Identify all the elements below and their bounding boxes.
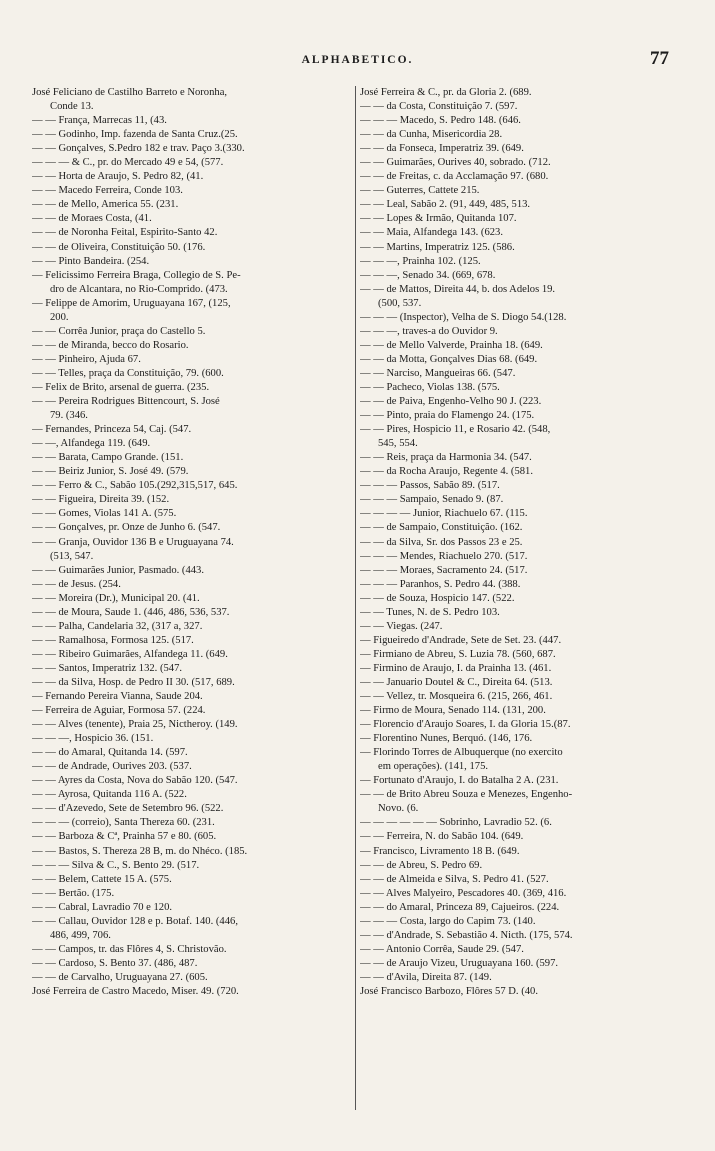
directory-entry-line: — — Januario Doutel & C., Direita 64. (513.: [360, 676, 553, 688]
directory-entry-line: — — — Moraes, Sacramento 24. (517.: [360, 564, 528, 576]
directory-entry-line: — — Callau, Ouvidor 128 e p. Botaf. 140. (446,: [32, 915, 238, 927]
directory-entry-line: — — — Sampaio, Senado 9. (87.: [360, 494, 504, 506]
directory-entry-line: — — Barboza & Cª, Prainha 57 e 80. (605.: [32, 831, 217, 843]
directory-entry-line: (500, 537.: [378, 297, 422, 309]
directory-entry-line: — — da Fonseca, Imperatriz 39. (649.: [360, 143, 524, 155]
directory-entry-line: — — de Miranda, becco do Rosario.: [32, 339, 189, 351]
directory-entry-line: — Figueiredo d'Andrade, Sete de Set. 23. (447.: [360, 634, 562, 646]
directory-entry-line: — — Guimarães Junior, Pasmado. (443.: [32, 564, 204, 576]
directory-entry-line: — — Guimarães, Ourives 40, sobrado. (712.: [360, 157, 551, 169]
directory-entry-line: — Fortunato d'Araujo, I. do Batalha 2 A. (231.: [360, 775, 559, 787]
directory-entry-line: José Ferreira & C., pr. da Gloria 2. (689.: [360, 87, 532, 98]
directory-entry-line: — — Campos, tr. das Flôres 4, S. Christovão.: [32, 943, 227, 955]
directory-entry-line: — — de Abreu, S. Pedro 69.: [360, 859, 483, 871]
directory-entry-line: — — de Mello Valverde, Prainha 18. (649.: [360, 339, 543, 351]
directory-entry-line: — — Ferro & C., Sabão 105.(292,315,517, 645.: [32, 480, 238, 492]
column-divider: [355, 86, 356, 1110]
directory-entry-line: — — Maia, Alfandega 143. (623.: [360, 227, 503, 239]
directory-entry-line: — — Viegas. (247.: [360, 620, 443, 632]
directory-entry-line: — — Vellez, tr. Mosqueira 6. (215, 266, 461.: [360, 691, 553, 703]
directory-entry-line: — — França, Marrecas 11, (43.: [32, 115, 167, 127]
directory-entry-line: 545, 554.: [378, 438, 418, 450]
directory-entry-line: José Francisco Barbozo, Flôres 57 D. (40.: [360, 986, 539, 997]
directory-entry-line: — Felippe de Amorim, Uruguayana 167, (125,: [32, 297, 231, 309]
directory-entry-line: — — de Noronha Feital, Espirito-Santo 42.: [32, 227, 218, 239]
directory-entry-line: — Fernando Pereira Vianna, Saude 204.: [32, 691, 203, 703]
directory-entry-line: — — Pinheiro, Ajuda 67.: [32, 353, 141, 365]
directory-entry-line: — — de Moraes Costa, (41.: [32, 213, 152, 225]
directory-entry-line: — Florencio d'Araujo Soares, I. da Gloria 15.(87.: [360, 719, 571, 731]
directory-entry-line: — — Santos, Imperatriz 132. (547.: [32, 662, 183, 674]
directory-entry-line: — — Bastos, S. Thereza 28 B, m. do Nhéco. (185.: [32, 845, 248, 857]
directory-entry-line: — — Bertão. (175.: [32, 887, 115, 899]
directory-entry-line: — — Ayrosa, Quitanda 116 A. (522.: [32, 789, 187, 801]
right-column: [360, 86, 678, 999]
directory-entry-line: — — Pires, Hospicio 11, e Rosario 42. (548,: [360, 424, 551, 436]
directory-entry-line: — — — Silva & C., S. Bento 29. (517.: [32, 859, 200, 871]
directory-entry-line: — — Lopes & Irmão, Quitanda 107.: [360, 213, 517, 225]
directory-entry-line: — Firmiano de Abreu, S. Luzia 78. (560, 687.: [360, 648, 556, 660]
directory-entry-line: — — Palha, Candelaria 32, (317 a, 327.: [32, 620, 203, 632]
directory-entry-line: — Ferreira de Aguiar, Formosa 57. (224.: [32, 705, 206, 717]
directory-entry-line: — — Horta de Araujo, S. Pedro 82, (41.: [32, 171, 204, 183]
directory-entry-line: em operações). (141, 175.: [378, 761, 489, 773]
directory-entry-line: — — — — — — Sobrinho, Lavradio 52. (6.: [360, 817, 552, 829]
directory-entry-line: (513, 547.: [50, 550, 94, 562]
directory-entry-line: — Fernandes, Princeza 54, Caj. (547.: [32, 424, 192, 436]
directory-entry-line: — — Ayres da Costa, Nova do Sabão 120. (547.: [32, 775, 238, 787]
directory-entry-line: — — Belem, Cattete 15 A. (575.: [32, 873, 172, 885]
directory-entry-line: — — —, Hospicio 36. (151.: [32, 733, 154, 745]
directory-entry-line: — — de Oliveira, Constituição 50. (176.: [32, 241, 206, 253]
directory-entry-line: — — de Freitas, c. da Acclamação 97. (680.: [360, 171, 549, 183]
directory-entry-line: — — de Mattos, Direita 44, b. dos Adelos 19.: [360, 283, 556, 295]
directory-entry-line: Conde 13.: [50, 101, 94, 113]
left-column: [32, 86, 350, 999]
directory-entry-line: — — Alves Malyeiro, Pescadores 40. (369, 416.: [360, 887, 567, 899]
directory-entry-line: — — de Paiva, Engenho-Velho 90 J. (223.: [360, 396, 542, 408]
directory-entry-line: — — Cabral, Lavradio 70 e 120.: [32, 901, 173, 913]
directory-entry-line: Novo. (6.: [378, 803, 419, 815]
directory-entry-line: — — Ferreira, N. do Sabão 104. (649.: [360, 831, 524, 843]
directory-entry-line: — — Barata, Campo Grande. (151.: [32, 452, 184, 464]
directory-entry-line: — — Narciso, Mangueiras 66. (547.: [360, 367, 516, 379]
directory-entry-line: — — d'Avila, Direita 87. (149.: [360, 971, 492, 983]
directory-entry-line: — — — Macedo, S. Pedro 148. (646.: [360, 115, 521, 127]
directory-entry-line: — — de Almeida e Silva, S. Pedro 41. (527.: [360, 873, 549, 885]
directory-entry-line: — — de Brito Abreu Souza e Menezes, Engenho-: [360, 789, 573, 801]
directory-entry-line: — — Pinto, praia do Flamengo 24. (175.: [360, 410, 535, 422]
directory-entry-line: José Ferreira de Castro Macedo, Miser. 49. (720.: [32, 986, 239, 997]
directory-entry-line: José Feliciano de Castilho Barreto e Noronha,: [32, 87, 228, 98]
directory-entry-line: — — — Passos, Sabão 89. (517.: [360, 480, 500, 492]
directory-entry-line: — — Pinto Bandeira. (254.: [32, 255, 150, 267]
directory-entry-line: — — Beiriz Junior, S. José 49. (579.: [32, 466, 189, 478]
directory-entry-line: — Felix de Brito, arsenal de guerra. (235.: [32, 381, 210, 393]
directory-entry-line: — — da Rocha Araujo, Regente 4. (581.: [360, 466, 533, 478]
directory-entry-line: — — Granja, Ouvidor 136 B e Uruguayana 74.: [32, 536, 234, 548]
directory-entry-line: — —, Alfandega 119. (649.: [32, 438, 151, 450]
directory-entry-line: — — Ribeiro Guimarães, Alfandega 11. (649.: [32, 648, 228, 660]
directory-entry-line: — — de Mello, America 55. (231.: [32, 199, 179, 211]
directory-entry-line: — Florentino Nunes, Berquó. (146, 176.: [360, 733, 533, 745]
directory-entry-line: — Florindo Torres de Albuquerque (no exercito: [360, 747, 563, 759]
directory-entry-line: — — de Moura, Saude 1. (446, 486, 536, 537.: [32, 606, 230, 618]
directory-entry-line: — — d'Azevedo, Sete de Setembro 96. (522.: [32, 803, 224, 815]
directory-entry-line: — — Corrêa Junior, praça do Castello 5.: [32, 325, 206, 337]
directory-entry-line: — — d'Andrade, S. Sebastião 4. Nicth. (175, 574.: [360, 929, 573, 941]
directory-entry-line: — — — (correio), Santa Thereza 60. (231.: [32, 817, 215, 829]
directory-entry-line: — — — — Junior, Riachuelo 67. (115.: [360, 508, 528, 520]
directory-entry-line: — — Gonçalves, pr. Onze de Junho 6. (547.: [32, 522, 221, 534]
directory-entry-line: — — Martins, Imperatriz 125. (586.: [360, 241, 515, 253]
page-header: [0, 48, 715, 82]
directory-entry-line: — — —, Senado 34. (669, 678.: [360, 269, 496, 281]
directory-entry-line: — — Moreira (Dr.), Municipal 20. (41.: [32, 592, 200, 604]
directory-entry-line: — — Pacheco, Violas 138. (575.: [360, 381, 500, 393]
directory-entry-line: — — — Costa, largo do Capim 73. (140.: [360, 915, 536, 927]
directory-entry-line: — — — & C., pr. do Mercado 49 e 54, (577.: [32, 157, 224, 169]
directory-entry-line: — — da Cunha, Misericordia 28.: [360, 129, 503, 141]
directory-entry-line: — — de Araujo Vizeu, Uruguayana 160. (597.: [360, 957, 559, 969]
directory-entry-line: — Felicissimo Ferreira Braga, Collegio de S. Pe-: [32, 269, 241, 281]
directory-entry-line: — — do Amaral, Quitanda 14. (597.: [32, 747, 188, 759]
directory-entry-line: — — da Motta, Gonçalves Dias 68. (649.: [360, 353, 538, 365]
directory-entry-line: — — — Mendes, Riachuelo 270. (517.: [360, 550, 528, 562]
directory-entry-line: — — Telles, praça da Constituição, 79. (600.: [32, 367, 224, 379]
directory-entry-line: 79. (346.: [50, 410, 88, 422]
running-title: ALPHABETICO.: [301, 54, 414, 66]
directory-entry-line: — — Antonio Corrêa, Saude 29. (547.: [360, 943, 524, 955]
directory-entry-line: — — Macedo Ferreira, Conde 103.: [32, 185, 183, 197]
directory-entry-line: — — Cardoso, S. Bento 37. (486, 487.: [32, 957, 198, 969]
directory-entry-line: — — de Sampaio, Constituição. (162.: [360, 522, 523, 534]
directory-entry-line: — — Leal, Sabão 2. (91, 449, 485, 513.: [360, 199, 531, 211]
directory-entry-line: — — —, Prainha 102. (125.: [360, 255, 481, 267]
directory-entry-line: dro de Alcantara, no Rio-Comprido. (473.: [50, 283, 228, 295]
directory-entry-line: — — de Souza, Hospicio 147. (522.: [360, 592, 515, 604]
directory-entry-line: — Firmo de Moura, Senado 114. (131, 200.: [360, 705, 546, 717]
directory-entry-line: — — da Silva, Hosp. de Pedro II 30. (517, 689.: [32, 676, 235, 688]
directory-entry-line: — — Alves (tenente), Praia 25, Nictheroy. (149.: [32, 719, 238, 731]
directory-entry-line: — — — Paranhos, S. Pedro 44. (388.: [360, 578, 521, 590]
directory-entry-line: — — Tunes, N. de S. Pedro 103.: [360, 606, 500, 618]
directory-entry-line: 200.: [50, 311, 69, 323]
directory-entry-line: — — — (Inspector), Velha de S. Diogo 54.(128.: [360, 311, 567, 323]
directory-entry-line: — — Reis, praça da Harmonia 34. (547.: [360, 452, 532, 464]
directory-entry-line: — — da Silva, Sr. dos Passos 23 e 25.: [360, 536, 523, 548]
directory-entry-line: — — Ramalhosa, Formosa 125. (517.: [32, 634, 194, 646]
directory-entry-line: — — Figueira, Direita 39. (152.: [32, 494, 170, 506]
directory-entry-line: — — —, traves-a do Ouvidor 9.: [360, 325, 498, 337]
directory-entry-line: — — Gomes, Violas 141 A. (575.: [32, 508, 177, 520]
directory-entry-line: 486, 499, 706.: [50, 929, 111, 941]
directory-entry-line: — — da Costa, Constituição 7. (597.: [360, 101, 518, 113]
directory-entry-line: — — Pereira Rodrigues Bittencourt, S. José: [32, 396, 220, 408]
page-number: 77: [650, 48, 669, 69]
directory-entry-line: — — de Andrade, Ourives 203. (537.: [32, 761, 192, 773]
directory-entry-line: — — de Carvalho, Uruguayana 27. (605.: [32, 971, 208, 983]
directory-entry-line: — — Gonçalves, S.Pedro 182 e trav. Paço 3.(330.: [32, 143, 245, 155]
directory-entry-line: — — Guterres, Cattete 215.: [360, 185, 480, 197]
directory-entry-line: — — Godinho, Imp. fazenda de Santa Cruz.(25.: [32, 129, 238, 141]
directory-entry-line: — Francisco, Livramento 18 B. (649.: [360, 845, 520, 857]
directory-entry-line: — Firmino de Araujo, I. da Prainha 13. (461.: [360, 662, 552, 674]
directory-entry-line: — — de Jesus. (254.: [32, 578, 121, 590]
directory-entry-line: — — do Amaral, Princeza 89, Cajueiros. (224.: [360, 901, 560, 913]
